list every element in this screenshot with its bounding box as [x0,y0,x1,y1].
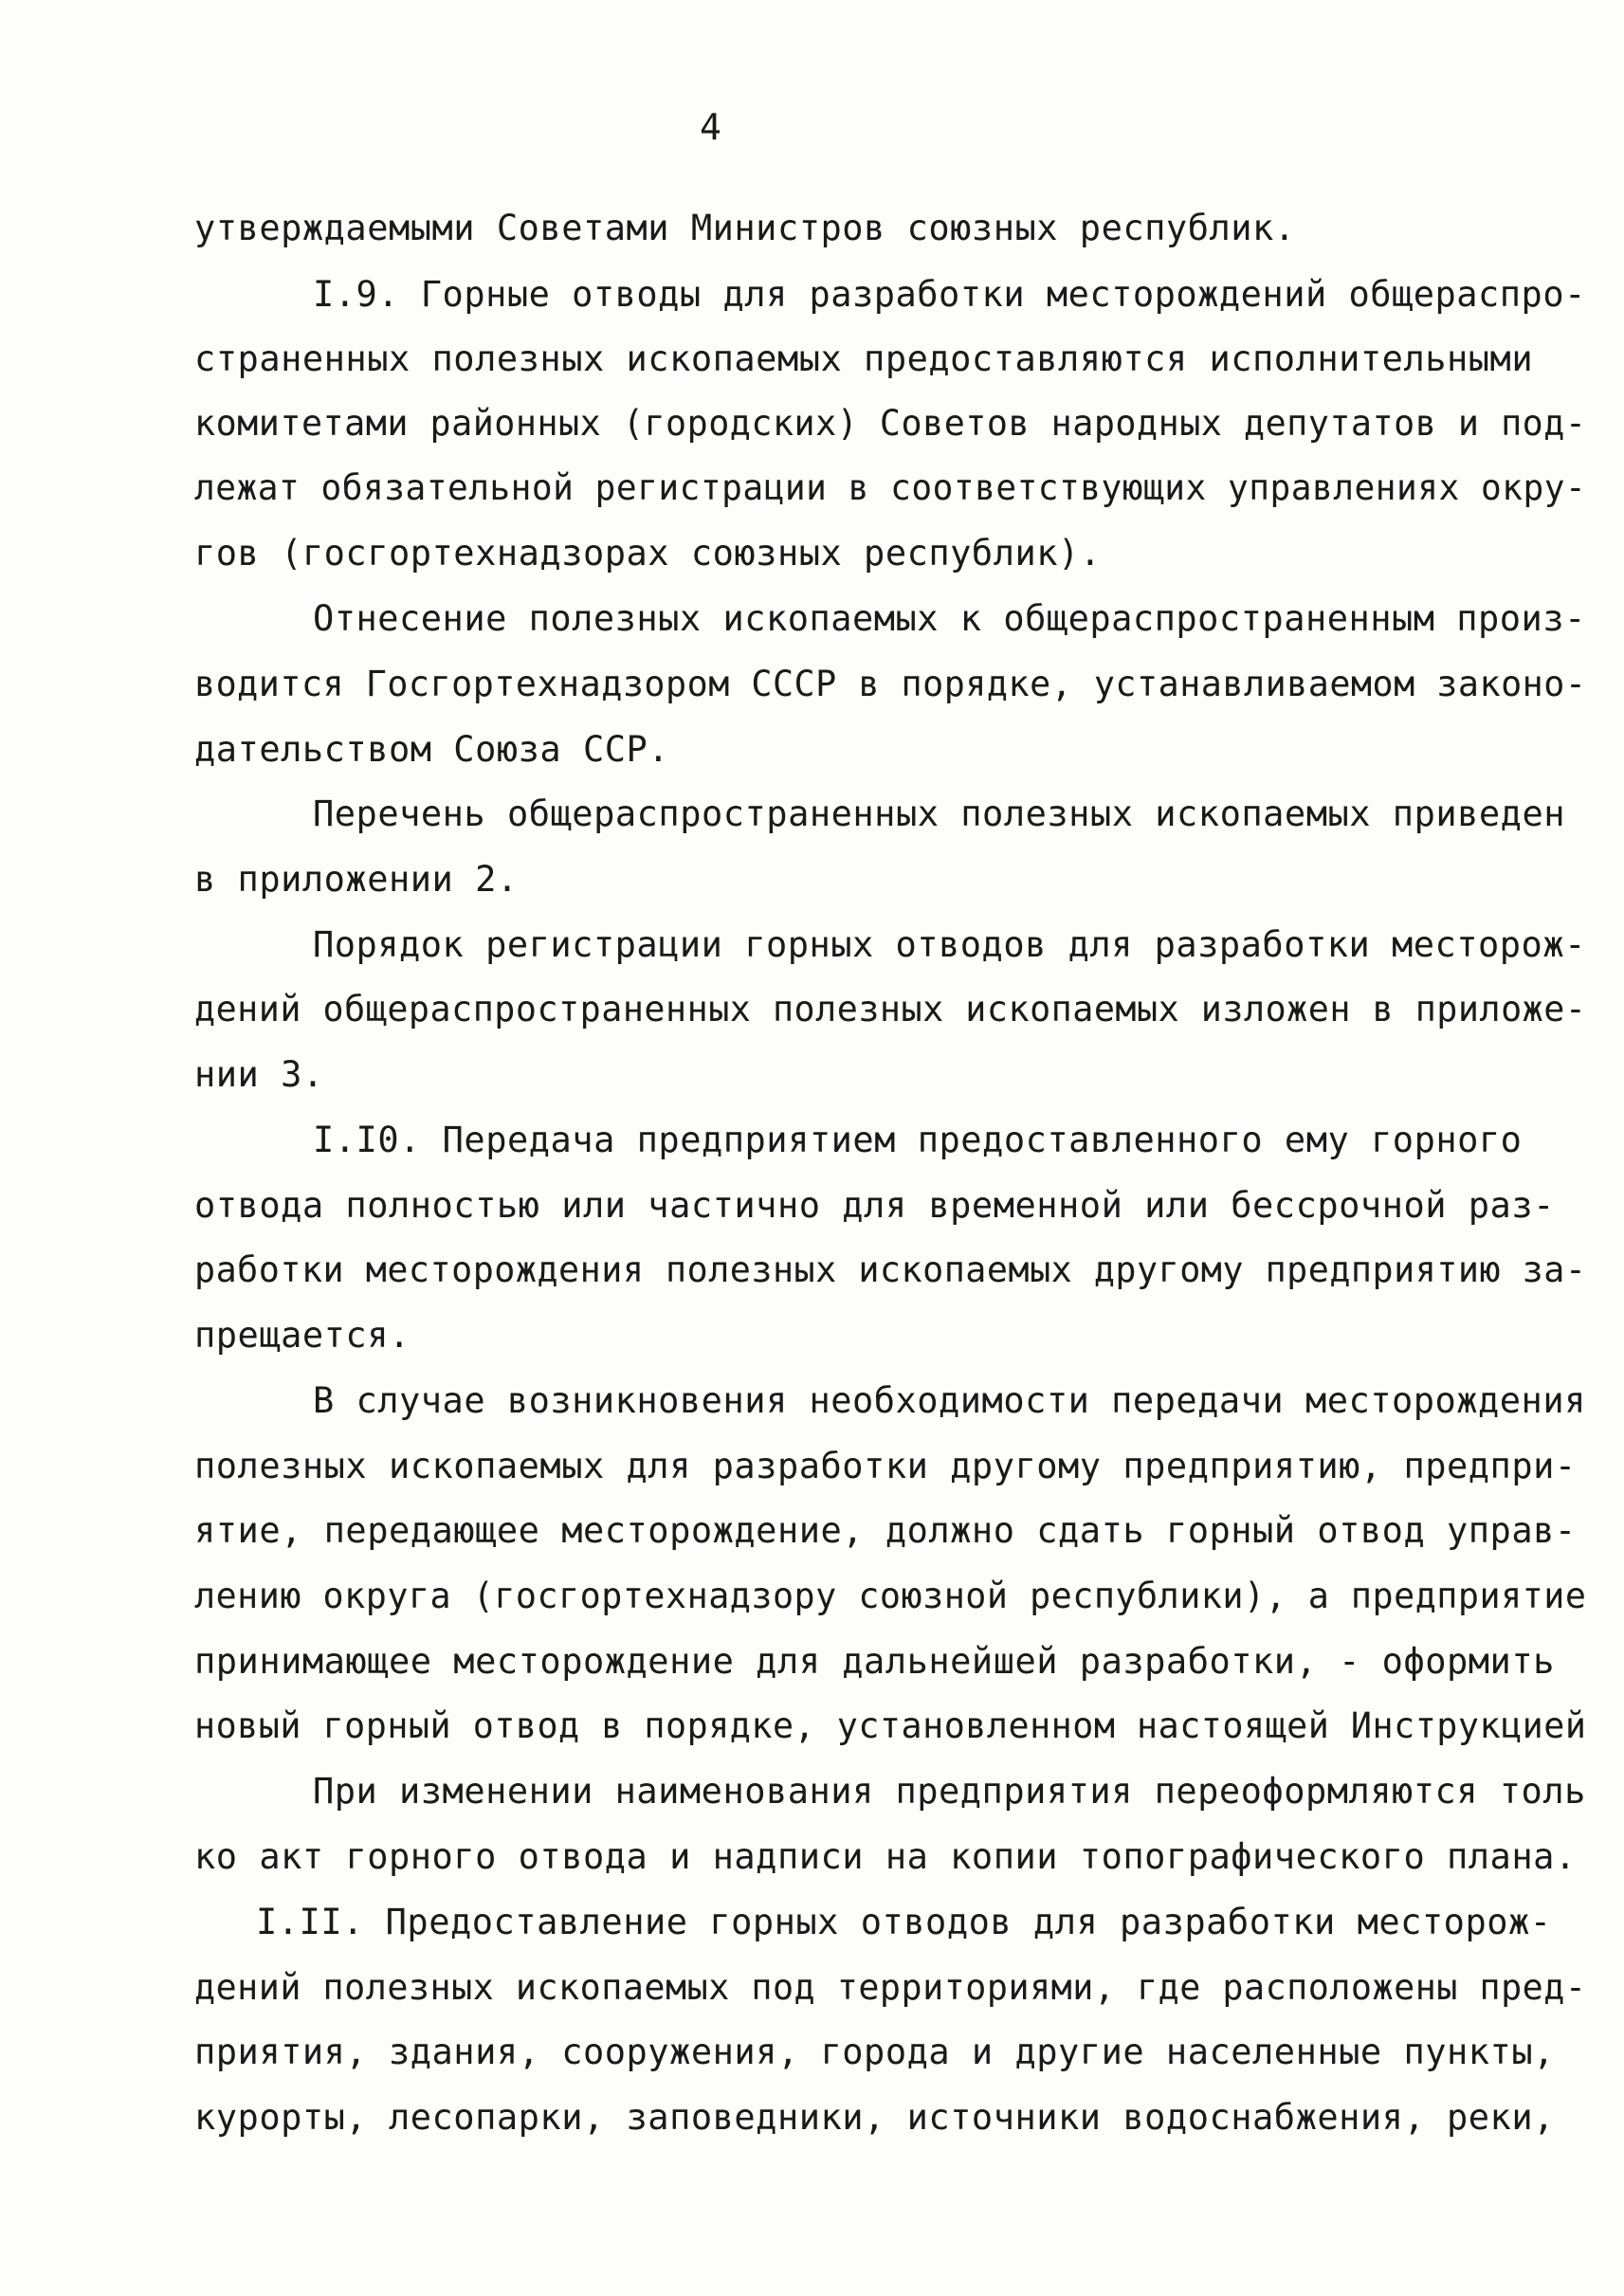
text-line: В случае возникновения необходимости передачи месторождения [313,1380,1586,1421]
text-line: дений полезных ископаемых под территориями, где расположены пред- [194,1967,1587,2008]
text-line: Перечень общераспространенных полезных ископаемых приведен [313,793,1566,834]
text-line: дений общераспространенных полезных ископаемых изложен в приложе- [194,989,1587,1030]
text-line: ятие, передающее месторождение, должно сдать горный отвод управ- [194,1510,1577,1551]
text-line: комитетами районных (городских) Советов народных депутатов и под- [194,403,1587,444]
text-line: гов (госгортехнадзорах союзных республик). [194,533,1102,574]
text-line: нии 3. [194,1054,324,1095]
text-line: Отнесение полезных ископаемых к общераспространенным произ- [313,598,1586,639]
text-line: курорты, лесопарки, заповедники, источники водоснабжения, реки, [194,2097,1555,2138]
text-line: лению округа (госгортехнадзору союзной республики), а предприятие [194,1576,1587,1616]
text-line: прещается. [194,1315,411,1356]
page-number: 4 [700,106,722,148]
text-line: полезных ископаемых для разработки другому предприятию, предпри- [194,1446,1577,1486]
text-line: принимающее месторождение для дальнейшей разработки, - оформить [194,1641,1555,1682]
text-line: дательством Союза ССР. [194,729,670,770]
text-line: отвода полностью или частично для временной или бессрочной раз- [194,1185,1555,1226]
text-line: водится Госгортехнадзором СССР в порядке, устанавливаемом законо- [194,664,1587,704]
text-line: I.II. Предоставление горных отводов для разработки месторож- [256,1902,1552,1942]
text-line: I.I0. Передача предприятием предоставленного ему горного [313,1120,1523,1160]
text-line: Порядок регистрации горных отводов для разработки месторож- [313,924,1586,965]
text-line: утверждаемыми Советами Министров союзных республик. [194,208,1296,248]
text-line: При изменении наименования предприятия переоформляются толь [313,1771,1586,1812]
text-line: в приложении 2. [194,859,519,900]
text-line: страненных полезных ископаемых предоставляются исполнительными [194,338,1534,379]
text-line: работки месторождения полезных ископаемых другому предприятию за- [194,1249,1587,1290]
text-line: лежат обязательной регистрации в соответствующих управлениях окру- [194,467,1587,508]
text-line: новый горный отвод в порядке, установленном настоящей Инструкцией [194,1705,1587,1746]
text-line: I.9. Горные отводы для разработки месторождений общераспро- [313,274,1586,315]
text-line: ко акт горного отвода и надписи на копии топографического плана. [194,1836,1577,1877]
text-line: приятия, здания, сооружения, города и другие населенные пункты, [194,2032,1555,2072]
